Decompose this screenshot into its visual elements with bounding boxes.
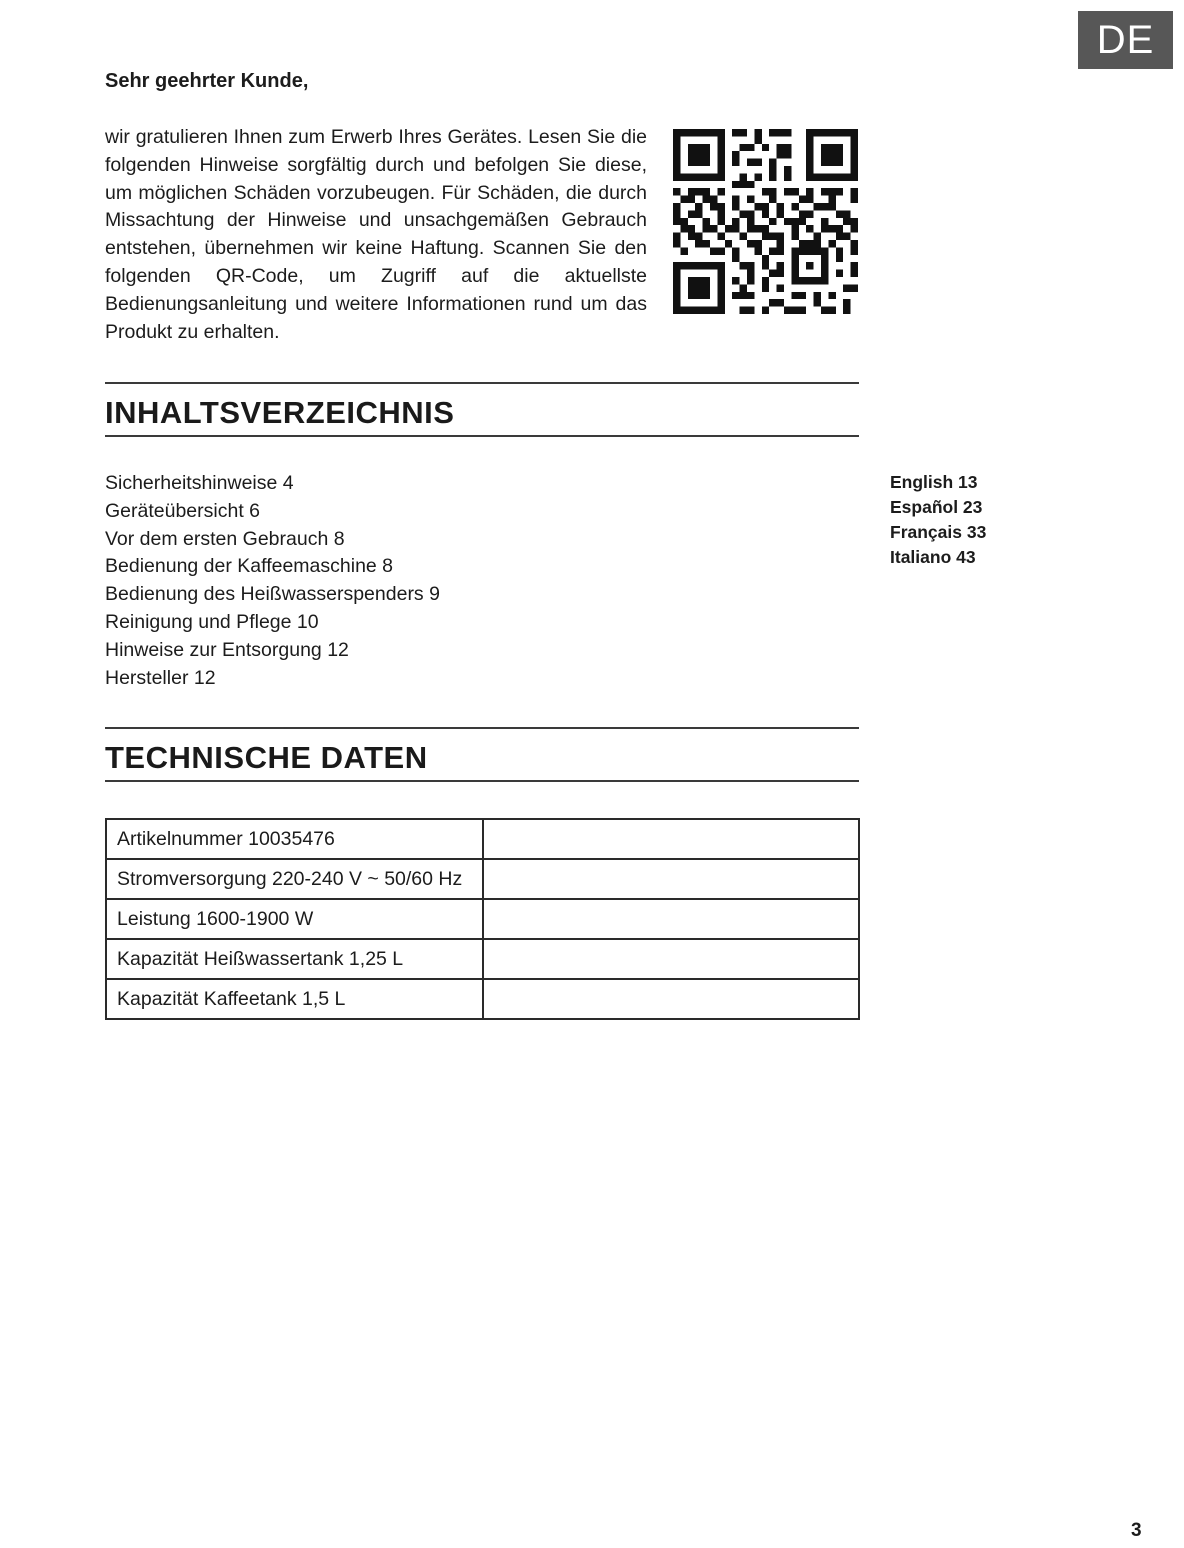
spec-cell: Leistung 1600-1900 W: [106, 899, 483, 939]
spec-cell: Kapazität Kaffeetank 1,5 L: [106, 979, 483, 1019]
divider-tech-bottom: [105, 780, 859, 782]
tech-specs-table: [105, 818, 860, 1020]
tech-title: TECHNISCHE DATEN: [105, 740, 428, 775]
table-of-contents: [105, 470, 440, 692]
greeting: Sehr geehrter Kunde,: [105, 70, 309, 92]
qr-code[interactable]: [673, 129, 858, 314]
table-row: [106, 939, 859, 979]
language-link-italian[interactable]: Italiano 43: [890, 547, 976, 567]
empty-cell: [483, 819, 859, 859]
empty-cell: [483, 979, 859, 1019]
empty-cell: [483, 939, 859, 979]
toc-item[interactable]: Bedienung der Kaffeemaschine 8: [105, 555, 394, 578]
toc-item[interactable]: Geräteübersicht 6: [105, 499, 261, 522]
divider-toc-bottom: [105, 435, 859, 437]
language-link-french[interactable]: Français 33: [890, 522, 987, 542]
language-tab: DE: [1078, 11, 1173, 69]
page-number: 3: [1131, 1520, 1142, 1541]
intro-paragraph: wir gratulieren Ihnen zum Erwerb Ihres Gerätes. Lesen Sie die folgenden Hinweise sorgfältig durch und befolgen Sie diese, um möglichen Schäden vorzubeugen. Für Schäden, die durch Missachtung der Hinweise und unsachgemäßen Gebrauch entstehen, übernehmen wir keine Haftung. Scannen Sie den folgenden QR-Code, um Zugriff auf die aktuellste Bedienungsanleitung und weitere Informationen rund um das Produkt zu erhalten.: [105, 126, 647, 343]
table-row: [106, 859, 859, 899]
spec-cell: Stromversorgung 220-240 V ~ 50/60 Hz: [106, 859, 483, 899]
table-row: [106, 899, 859, 939]
empty-cell: [483, 899, 859, 939]
toc-item[interactable]: Bedienung des Heißwasserspenders 9: [105, 583, 440, 606]
table-row: [106, 819, 859, 859]
divider-tech-top: [105, 727, 859, 729]
toc-title: INHALTSVERZEICHNIS: [105, 395, 455, 430]
language-link-spanish[interactable]: Español 23: [890, 497, 983, 517]
spec-cell: Artikelnummer 10035476: [106, 819, 483, 859]
divider-top: [105, 382, 859, 384]
empty-cell: [483, 859, 859, 899]
toc-item[interactable]: Hersteller 12: [105, 666, 216, 689]
toc-item[interactable]: Reinigung und Pflege 10: [105, 610, 319, 633]
toc-item[interactable]: Hinweise zur Entsorgung 12: [105, 638, 349, 661]
toc-item[interactable]: Vor dem ersten Gebrauch 8: [105, 527, 345, 550]
spec-cell: Kapazität Heißwassertank 1,25 L: [106, 939, 483, 979]
table-row: [106, 979, 859, 1019]
language-index: [890, 470, 986, 570]
language-link-english[interactable]: English 13: [890, 472, 978, 492]
toc-item[interactable]: Sicherheitshinweise 4: [105, 472, 294, 494]
